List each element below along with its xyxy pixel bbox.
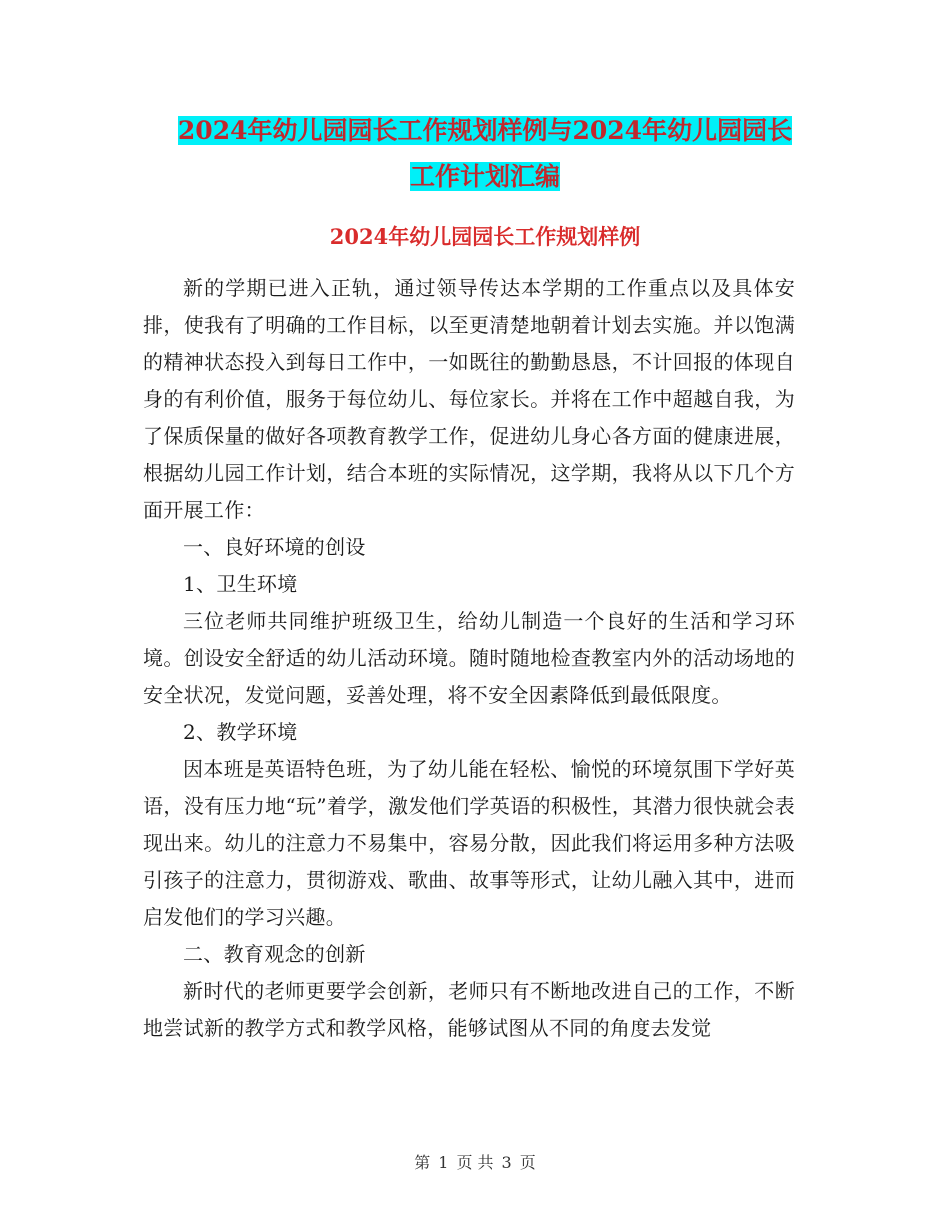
heading-innovation: 二、教育观念的创新 [183,942,366,966]
title-line-1: 2024年幼儿园园长工作规划样例与2024年幼儿园园长 [177,116,793,145]
paragraph: 三位老师共同维护班级卫生，给幼儿制造一个良好的生活和学习环境。创设安全舒适的幼儿活动环境。随时随地检查教室内外的活动场地的安全状况，发觉问题，妥善处理，将不安全因素降低到最低限度。 [143,609,795,707]
document-body [143,270,795,1047]
page-footer [0,1150,950,1173]
page-label-suffix: 页 [519,1153,536,1172]
current-page-number: 1 [438,1153,449,1172]
paragraph: 新的学期已进入正轨，通过领导传达本学期的工作重点以及具体安排，使我有了明确的工作目标，以至更清楚地朝着计划去实施。并以饱满的精神状态投入到每日工作中，一如既往的勤勤恳恳，不计回报的体现自身的有利价值，服务于每位幼儿、每位家长。并将在工作中超越自我，为了保质保量的做好各项教育教学工作，促进幼儿身心各方面的健康进展，根据幼儿园工作计划，结合本班的实际情况，这学期，我将从以下几个方面开展工作： [143,276,795,522]
subheading-teaching: 2、教学环境 [183,720,298,744]
paragraph: 新时代的老师更要学会创新，老师只有不断地改进自己的工作，不断地尝试新的教学方式和教学风格，能够试图从不同的角度去发觉 [143,979,795,1040]
document-title [140,108,830,200]
total-pages-number: 3 [501,1153,512,1172]
page-label-prefix: 第 [414,1153,431,1172]
subheading-hygiene: 1、卫生环境 [183,572,298,596]
title-line-2: 工作计划汇编 [409,162,560,191]
heading-environment: 一、良好环境的创设 [183,535,366,559]
paragraph: 因本班是英语特色班，为了幼儿能在轻松、愉悦的环境氛围下学好英语，没有压力地“玩”着学，激发他们学英语的积极性，其潜力很快就会表现出来。幼儿的注意力不易集中，容易分散，因此我们将运用多种方法吸引孩子的注意力，贯彻游戏、歌曲、故事等形式，让幼儿融入其中，进而启发他们的学习兴趣。 [143,757,795,929]
page-label-mid: 页 共 [456,1153,494,1172]
section-title: 2024年幼儿园园长工作规划样例 [329,224,641,249]
